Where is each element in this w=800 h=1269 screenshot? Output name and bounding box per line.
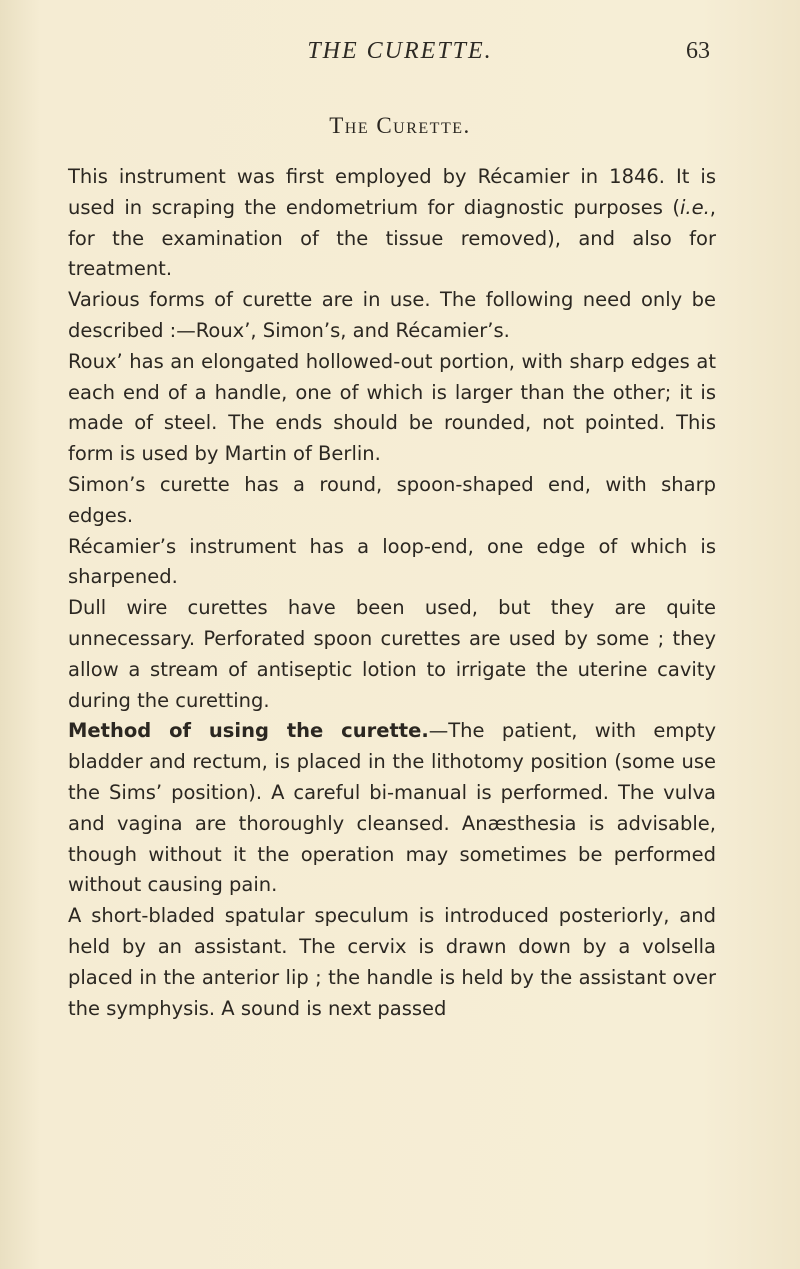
paragraph-1-italic: i.e. [679, 195, 710, 219]
paragraph-8: A short-bladed spatular speculum is introduced posteriorly, and held by an assistant. The cervix is drawn down by a volsella placed in the anterior lip ; the handle is held by the assistant over the symphysis. A sound is next passed [68, 904, 716, 1020]
paragraph-5: Récamier’s instrument has a loop-end, one edge of which is sharpened. [68, 534, 716, 589]
running-title: THE CURETTE. [307, 38, 493, 64]
paragraph-6: Dull wire curettes have been used, but they are quite unnecessary. Perforated spoon curettes are used by some ; they allow a stream of antiseptic lotion to irrigate the uterine cavity during the curetting. [68, 596, 716, 712]
paragraph-1 [68, 162, 716, 285]
paragraph-7 [68, 716, 716, 901]
paragraph-1-text-a: This instrument was first employed by Récamier in 1846. It is used in scraping the endometrium for diagnostic purposes ( [68, 165, 716, 219]
paragraph-3: Roux’ has an elongated hollowed-out portion, with sharp edges at each end of a handle, one of which is larger than the other; it is made of steel. The ends should be rounded, not pointed. This form is used by Martin of Berlin. [68, 349, 716, 466]
chapter-title: The Curette. [329, 113, 471, 138]
method-heading: Method of using the curette. [68, 719, 429, 743]
page-number: 63 [686, 38, 710, 64]
paragraph-4: Simon’s curette has a round, spoon-shaped end, with sharp edges. [68, 472, 716, 527]
paragraph-2: Various forms of curette are in use. The following need only be described :—Roux’, Simon’s, and Récamier’s. [68, 288, 716, 342]
paragraph-7-text: —The patient, with empty bladder and rectum, is placed in the lithotomy position (some use the Sims’ position). A careful bi-manual is performed. The vulva and vagina are thoroughly cleansed. Anæsthesia is advisable, though without it the operation may sometimes be performed without causing pain. [68, 719, 716, 897]
body-text [68, 162, 716, 1024]
paragraph-1-text-b: , for the examination of the tissue removed), and also for treatment. [68, 195, 716, 281]
running-head [0, 38, 800, 78]
